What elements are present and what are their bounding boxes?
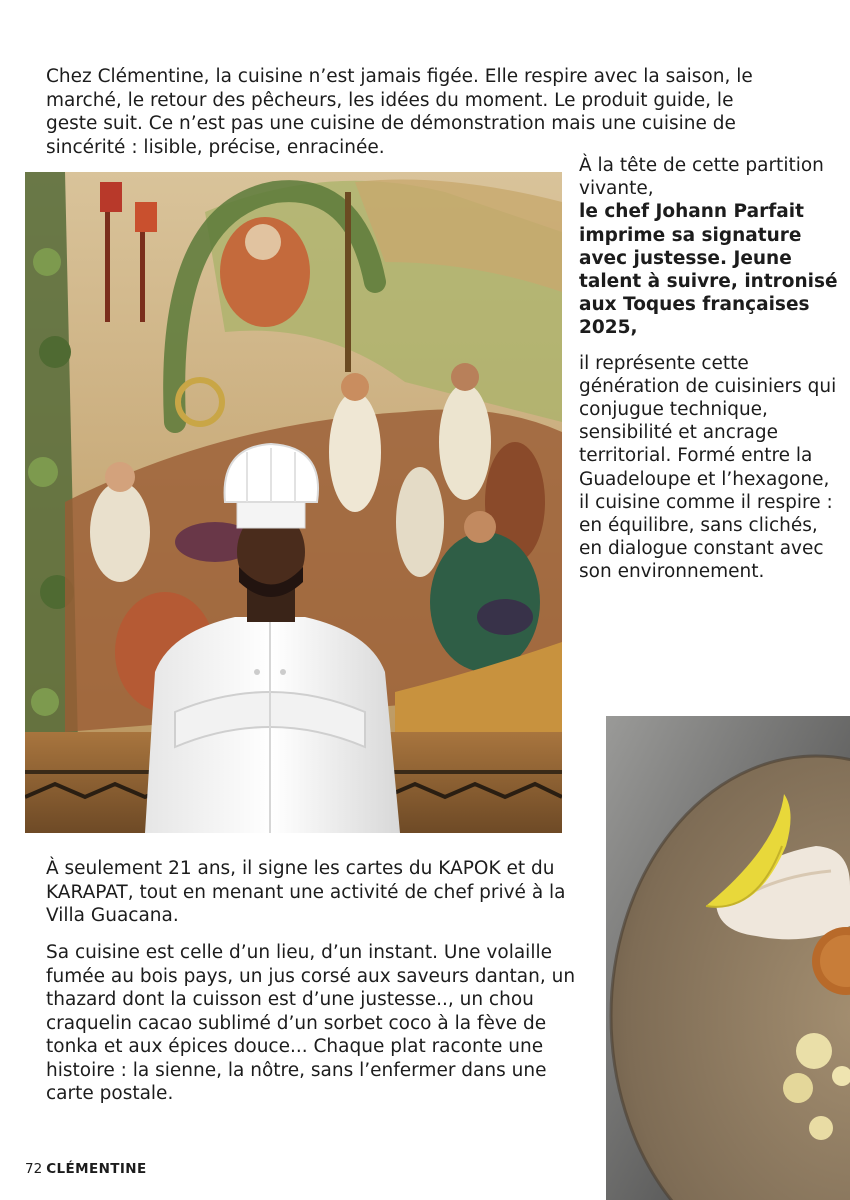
sidebar-highlight: le chef Johann Parfait imprime sa signature avec justesse. Jeune talent à suivre, intronisé aux Toques françaises 2025, xyxy=(579,201,838,339)
sidebar-lead: À la tête de cette partition vivante, xyxy=(579,155,824,200)
page-number: 72 xyxy=(25,1161,43,1177)
chef-fresco-photo xyxy=(25,172,562,833)
magazine-name: CLÉMENTINE xyxy=(46,1161,147,1177)
sidebar-column xyxy=(579,154,841,584)
page-footer xyxy=(25,1161,147,1177)
age-paragraph: À seulement 21 ans, il signe les cartes du KAPOK et du KARAPAT, tout en menant une activité de chef privé à la Villa Guacana. xyxy=(46,858,566,926)
dish-plate-photo xyxy=(606,716,850,1200)
intro-paragraph: Chez Clémentine, la cuisine n’est jamais figée. Elle respire avec la saison, le marché, le retour des pêcheurs, les idées du moment. Le produit guide, le geste suit. Ce n’est pas une cuisine de démonstration mais une cuisine de sincérité : lisible, précise, enracinée. xyxy=(46,66,753,158)
cuisine-paragraph: Sa cuisine est celle d’un lieu, d’un instant. Une volaille fumée au bois pays, un jus corsé aux saveurs dantan, un thazard dont la cuisson est d’une justesse.., un chou craquelin cacao sublimé d’un sorbet coco à la fève de tonka et aux épices douce... Chaque plat raconte une histoire : la sienne, la nôtre, sans l’enfermer dans une carte postale. xyxy=(46,942,576,1104)
sidebar-body: il représente cette génération de cuisiniers qui conjugue technique, sensibilité et ancrage territorial. Formé entre la Guadeloupe et l’hexagone, il cuisine comme il respire : en équilibre, sans clichés, en dialogue constant avec son environnement. xyxy=(579,352,837,583)
